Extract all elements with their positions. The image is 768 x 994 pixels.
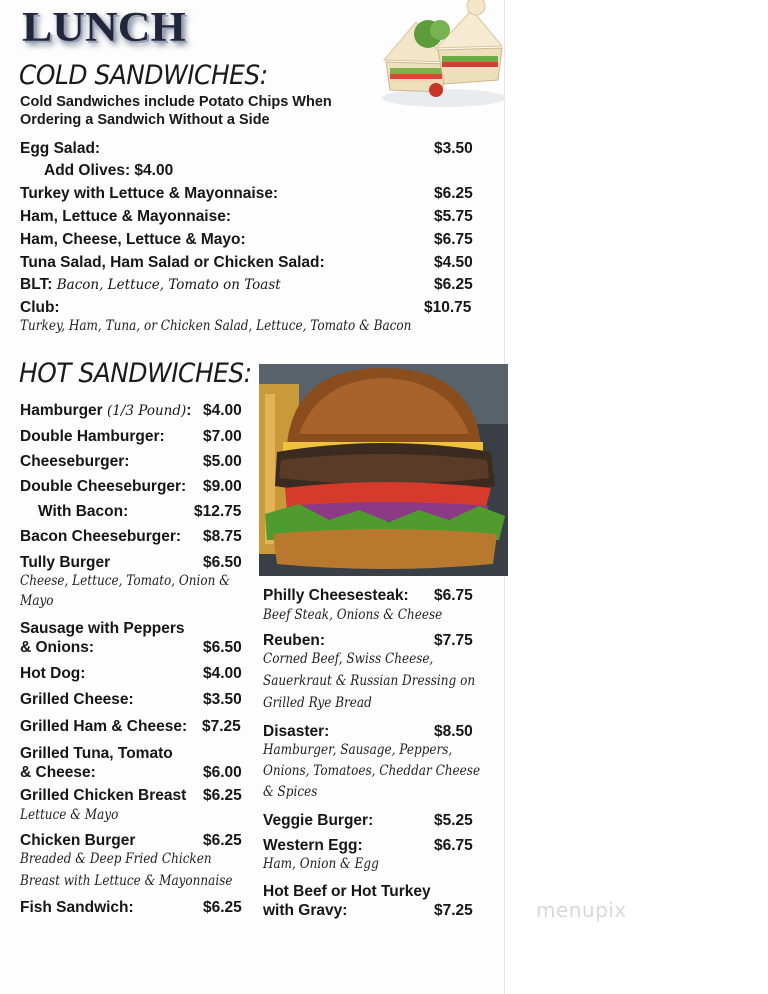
item-fish-sandwich: Fish Sandwich: <box>20 899 134 916</box>
item-grilled-cheese: Grilled Cheese: <box>20 691 134 708</box>
price-ham-cheese: $6.75 <box>434 231 473 248</box>
price-grilled-cheese: $3.50 <box>203 691 242 708</box>
item-tuna-salad: Tuna Salad, Ham Salad or Chicken Salad: <box>20 254 325 271</box>
price-chicken-burger: $6.25 <box>203 832 242 849</box>
hot-sandwiches-heading: HOT SANDWICHES: <box>19 358 252 389</box>
item-hot-beef-line-2: with Gravy: <box>263 902 348 919</box>
item-disaster-desc-1: Hamburger, Sausage, Peppers, <box>263 742 453 758</box>
item-hot-beef-line-1: Hot Beef or Hot Turkey <box>263 883 431 900</box>
price-blt: $6.25 <box>434 276 473 293</box>
item-veggie-burger: Veggie Burger: <box>263 812 374 829</box>
price-club: $10.75 <box>424 299 472 316</box>
item-add-olives: Add Olives: $4.00 <box>44 162 174 179</box>
item-grilled-tuna-line-1: Grilled Tuna, Tomato <box>20 745 173 762</box>
hamburger-photo <box>259 364 508 576</box>
item-reuben-desc-3: Grilled Rye Bread <box>263 695 372 711</box>
price-reuben: $7.75 <box>434 632 473 649</box>
price-grilled-chicken: $6.25 <box>203 787 242 804</box>
item-philly-cheesesteak: Philly Cheesesteak: <box>263 587 409 604</box>
club-sandwich-photo <box>376 0 511 108</box>
price-hamburger: $4.00 <box>203 402 242 419</box>
item-ham-cheese: Ham, Cheese, Lettuce & Mayo: <box>20 231 246 248</box>
item-tully-burger-desc-2: Mayo <box>20 593 54 609</box>
item-ham-lettuce: Ham, Lettuce & Mayonnaise: <box>20 208 232 225</box>
item-sausage-line-1: Sausage with Peppers <box>20 620 185 637</box>
item-hamburger-colon: : <box>186 402 192 419</box>
item-western-egg-desc: Ham, Onion & Egg <box>263 856 379 872</box>
item-hamburger-name: Hamburger <box>20 402 103 419</box>
item-club-desc: Turkey, Ham, Tuna, or Chicken Salad, Lettuce, Tomato & Bacon <box>20 318 412 334</box>
item-grilled-chicken: Grilled Chicken Breast <box>20 787 187 804</box>
item-reuben: Reuben: <box>263 632 325 649</box>
item-hot-dog: Hot Dog: <box>20 665 86 682</box>
price-turkey: $6.25 <box>434 185 473 202</box>
item-double-hamburger: Double Hamburger: <box>20 428 165 445</box>
item-grilled-ham-cheese: Grilled Ham & Cheese: <box>20 718 188 735</box>
item-turkey: Turkey with Lettuce & Mayonnaise: <box>20 185 279 202</box>
menupix-watermark: menupix <box>536 898 627 922</box>
item-bacon-cheeseburger: Bacon Cheeseburger: <box>20 528 182 545</box>
cold-note-line-1: Cold Sandwiches include Potato Chips When <box>20 94 332 110</box>
item-disaster-desc-2: Onions, Tomatoes, Cheddar Cheese <box>263 763 481 779</box>
item-tully-burger: Tully Burger <box>20 554 111 571</box>
menu-sheet <box>6 0 505 994</box>
item-reuben-desc-2: Sauerkraut & Russian Dressing on <box>263 673 476 689</box>
item-double-cheeseburger: Double Cheeseburger: <box>20 478 187 495</box>
item-grilled-tuna-line-2: & Cheese: <box>20 764 96 781</box>
item-philly-desc: Beef Steak, Onions & Cheese <box>263 607 443 623</box>
price-egg-salad: $3.50 <box>434 140 473 157</box>
price-hot-beef: $7.25 <box>434 902 473 919</box>
item-hamburger-size: (1/3 Pound) <box>107 403 187 419</box>
price-with-bacon: $12.75 <box>194 503 242 520</box>
item-with-bacon: With Bacon: <box>38 503 129 520</box>
price-ham-lettuce: $5.75 <box>434 208 473 225</box>
item-reuben-desc-1: Corned Beef, Swiss Cheese, <box>263 651 434 667</box>
price-veggie-burger: $5.25 <box>434 812 473 829</box>
item-grilled-chicken-desc: Lettuce & Mayo <box>20 807 119 823</box>
price-cheeseburger: $5.00 <box>203 453 242 470</box>
price-grilled-ham-cheese: $7.25 <box>202 718 241 735</box>
price-grilled-tuna: $6.00 <box>203 764 242 781</box>
item-western-egg: Western Egg: <box>263 837 363 854</box>
item-chicken-burger-desc-1: Breaded & Deep Fried Chicken <box>20 851 212 867</box>
item-chicken-burger: Chicken Burger <box>20 832 136 849</box>
cold-note-line-2: Ordering a Sandwich Without a Side <box>20 112 270 128</box>
lunch-banner: LUNCH <box>22 5 186 51</box>
item-blt <box>20 276 281 294</box>
item-hamburger <box>20 402 191 420</box>
item-egg-salad: Egg Salad: <box>20 140 101 157</box>
price-bacon-cheeseburger: $8.75 <box>203 528 242 545</box>
price-tully-burger: $6.50 <box>203 554 242 571</box>
price-western-egg: $6.75 <box>434 837 473 854</box>
item-blt-name: BLT: <box>20 276 53 293</box>
price-disaster: $8.50 <box>434 723 473 740</box>
item-club: Club: <box>20 299 60 316</box>
price-philly-cheesesteak: $6.75 <box>434 587 473 604</box>
price-tuna-salad: $4.50 <box>434 254 473 271</box>
price-hot-dog: $4.00 <box>203 665 242 682</box>
cold-sandwiches-heading: COLD SANDWICHES: <box>19 60 268 91</box>
price-fish-sandwich: $6.25 <box>203 899 242 916</box>
item-blt-desc: Bacon, Lettuce, Tomato on Toast <box>56 277 281 293</box>
item-sausage-line-2: & Onions: <box>20 639 95 656</box>
item-disaster: Disaster: <box>263 723 330 740</box>
price-sausage: $6.50 <box>203 639 242 656</box>
item-chicken-burger-desc-2: Breast with Lettuce & Mayonnaise <box>20 873 233 889</box>
item-disaster-desc-3: & Spices <box>263 784 318 800</box>
item-cheeseburger: Cheeseburger: <box>20 453 130 470</box>
price-double-cheeseburger: $9.00 <box>203 478 242 495</box>
item-tully-burger-desc-1: Cheese, Lettuce, Tomato, Onion & <box>20 573 230 589</box>
price-double-hamburger: $7.00 <box>203 428 242 445</box>
